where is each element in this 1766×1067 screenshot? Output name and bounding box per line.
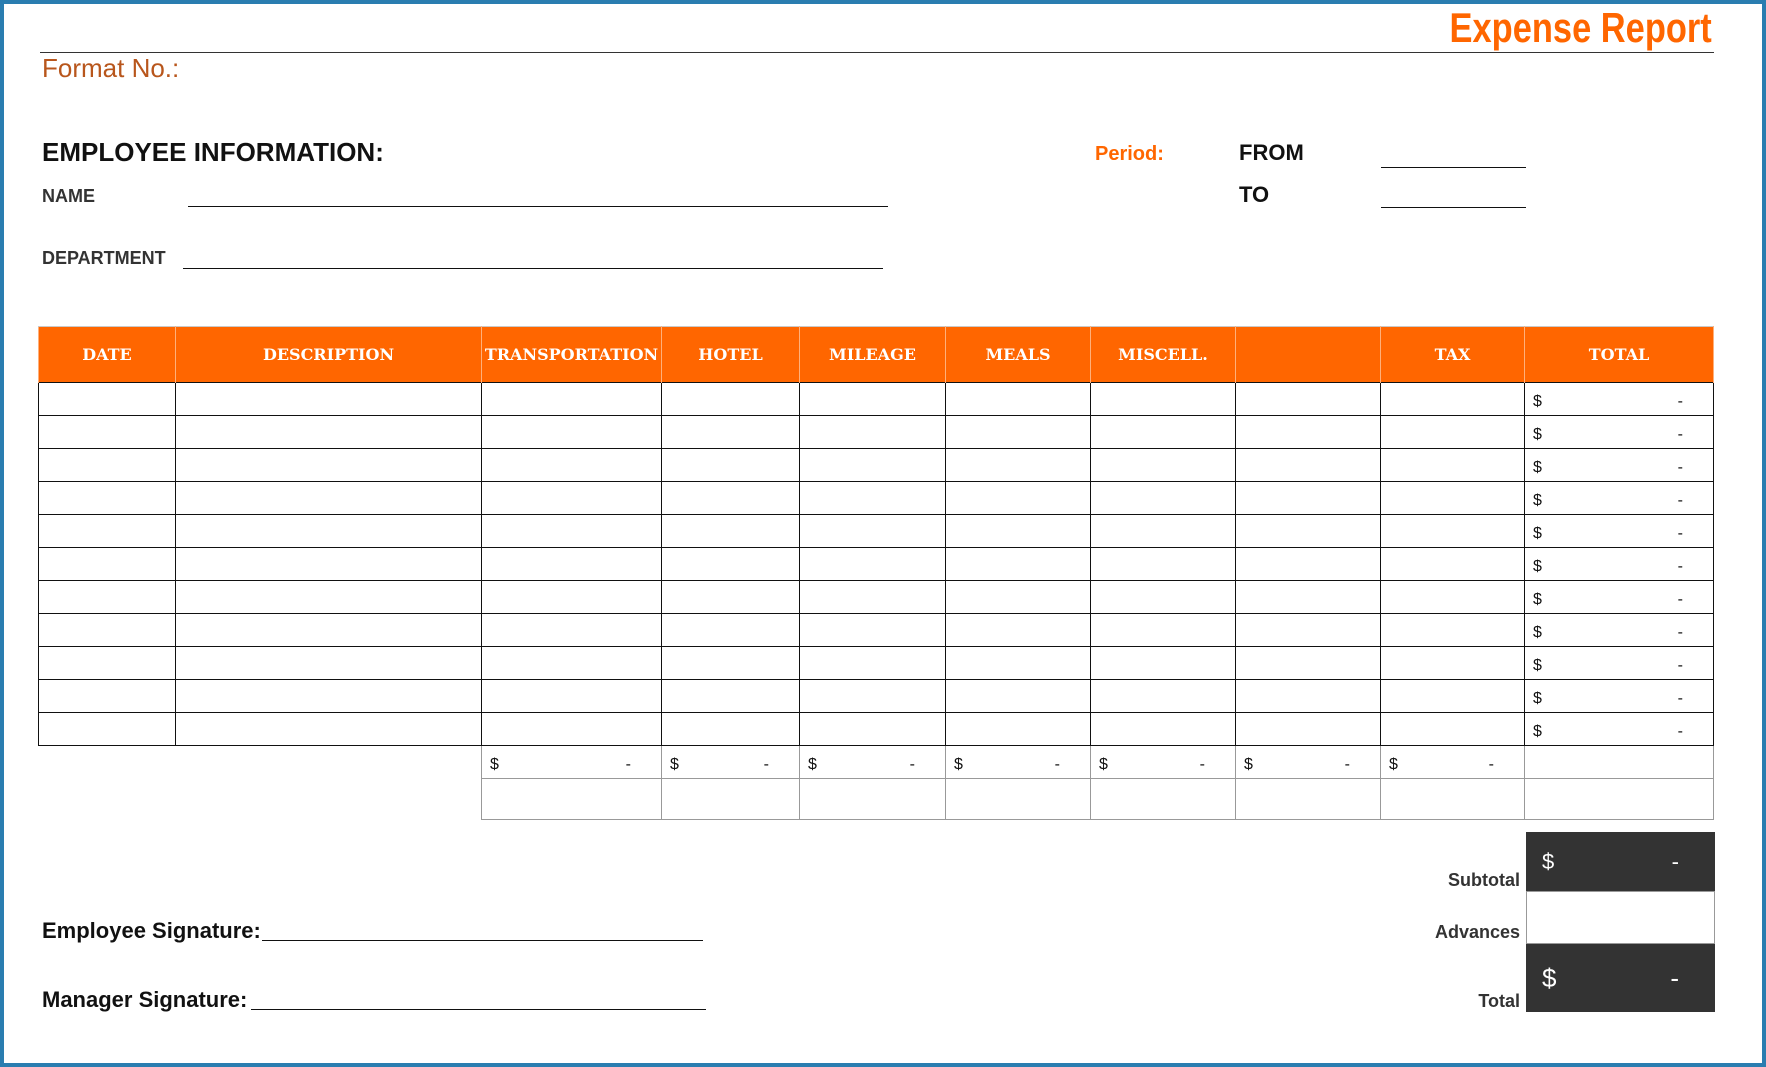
table-cell[interactable] <box>662 713 800 746</box>
table-cell[interactable] <box>482 383 662 416</box>
table-cell[interactable] <box>800 680 946 713</box>
table-cell[interactable] <box>482 449 662 482</box>
subtotal-box <box>1526 832 1715 891</box>
table-cell[interactable] <box>800 449 946 482</box>
table-cell[interactable] <box>176 581 482 614</box>
spacer-cell <box>176 779 482 820</box>
table-cell[interactable] <box>1381 449 1525 482</box>
row-total-cell <box>1525 449 1714 482</box>
totals-extra-cell[interactable] <box>662 779 800 820</box>
column-total-amount <box>1236 750 1380 774</box>
table-cell[interactable] <box>176 680 482 713</box>
row-total-cell <box>1525 515 1714 548</box>
total-symbol: $ <box>1542 962 1557 993</box>
column-total-symbol: $ <box>808 756 817 773</box>
row-total-symbol: $ <box>1533 657 1542 674</box>
column-total-amount <box>946 750 1090 774</box>
table-cell[interactable] <box>39 482 176 515</box>
period-label: Period: <box>1095 143 1164 165</box>
table-cell[interactable] <box>1381 416 1525 449</box>
row-total-value: - <box>1677 525 1683 542</box>
row-total-value: - <box>1677 492 1683 509</box>
header-blank <box>1236 327 1381 383</box>
table-row <box>39 581 1714 614</box>
row-total-value: - <box>1677 393 1683 410</box>
table-cell[interactable] <box>946 548 1091 581</box>
table-cell[interactable] <box>800 416 946 449</box>
table-cell[interactable] <box>946 515 1091 548</box>
table-cell[interactable] <box>946 482 1091 515</box>
advances-box[interactable] <box>1526 891 1715 944</box>
table-row <box>39 449 1714 482</box>
table-cell[interactable] <box>39 680 176 713</box>
table-cell[interactable] <box>176 383 482 416</box>
table-cell[interactable] <box>1381 581 1525 614</box>
row-total-value: - <box>1677 591 1683 608</box>
department-label: DEPARTMENT <box>42 248 166 268</box>
table-cell[interactable] <box>946 614 1091 647</box>
table-cell[interactable] <box>662 680 800 713</box>
table-cell[interactable] <box>482 548 662 581</box>
row-total-value: - <box>1677 690 1683 707</box>
row-total-amount <box>1525 552 1713 576</box>
table-cell[interactable] <box>176 449 482 482</box>
spacer-cell <box>39 779 176 820</box>
table-cell[interactable] <box>1236 647 1381 680</box>
column-total-cell <box>1091 746 1236 779</box>
row-total-value: - <box>1677 426 1683 443</box>
row-total-symbol: $ <box>1533 492 1542 509</box>
row-total-symbol: $ <box>1533 426 1542 443</box>
row-total-amount <box>1525 684 1713 708</box>
table-cell[interactable] <box>176 515 482 548</box>
spacer-cell <box>176 746 482 779</box>
header-miscell: MISCELL. <box>1091 327 1236 383</box>
totals-extra-cell[interactable] <box>1381 779 1525 820</box>
column-totals-row <box>39 746 1714 779</box>
table-cell[interactable] <box>1236 416 1381 449</box>
table-cell[interactable] <box>800 383 946 416</box>
column-total-cell <box>1236 746 1381 779</box>
table-row <box>39 548 1714 581</box>
row-total-symbol: $ <box>1533 525 1542 542</box>
header-mileage: MILEAGE <box>800 327 946 383</box>
row-total-cell <box>1525 680 1714 713</box>
table-cell[interactable] <box>662 581 800 614</box>
row-total-amount <box>1525 387 1713 411</box>
table-cell[interactable] <box>800 548 946 581</box>
table-cell[interactable] <box>1381 383 1525 416</box>
row-total-symbol: $ <box>1533 558 1542 575</box>
table-cell[interactable] <box>662 416 800 449</box>
total-label: Total <box>1478 991 1520 1011</box>
table-cell[interactable] <box>800 515 946 548</box>
subtotal-symbol: $ <box>1542 848 1555 874</box>
row-total-amount <box>1525 585 1713 609</box>
table-cell[interactable] <box>39 581 176 614</box>
table-cell[interactable] <box>482 713 662 746</box>
table-cell[interactable] <box>1236 515 1381 548</box>
table-cell[interactable] <box>662 449 800 482</box>
column-total-amount <box>482 750 661 774</box>
column-total-symbol: $ <box>1244 756 1253 773</box>
totals-extra-row <box>39 779 1714 820</box>
table-cell[interactable] <box>946 680 1091 713</box>
table-cell[interactable] <box>39 449 176 482</box>
row-total-symbol: $ <box>1533 723 1542 740</box>
column-total-symbol: $ <box>954 756 963 773</box>
table-cell[interactable] <box>800 482 946 515</box>
table-cell[interactable] <box>482 614 662 647</box>
table-cell[interactable] <box>800 647 946 680</box>
table-cell[interactable] <box>946 383 1091 416</box>
column-total-amount <box>1381 750 1524 774</box>
row-total-amount <box>1525 651 1713 675</box>
name-label: NAME <box>42 186 95 206</box>
row-total-cell <box>1525 581 1714 614</box>
column-total-value: - <box>763 756 769 773</box>
row-total-value: - <box>1677 657 1683 674</box>
table-cell[interactable] <box>39 713 176 746</box>
table-cell[interactable] <box>1091 515 1236 548</box>
totals-extra-cell[interactable] <box>482 779 662 820</box>
row-total-symbol: $ <box>1533 393 1542 410</box>
to-field[interactable] <box>1381 207 1526 208</box>
table-cell[interactable] <box>1381 482 1525 515</box>
table-row <box>39 647 1714 680</box>
column-total-value: - <box>1344 756 1350 773</box>
table-cell[interactable] <box>662 482 800 515</box>
table-cell[interactable] <box>39 416 176 449</box>
table-cell[interactable] <box>1091 548 1236 581</box>
header-transportation: TRANSPORTATION <box>482 327 662 383</box>
table-cell[interactable] <box>39 383 176 416</box>
table-cell[interactable] <box>1091 614 1236 647</box>
total-box <box>1526 944 1715 1012</box>
from-field[interactable] <box>1381 167 1526 168</box>
header-date: DATE <box>39 327 176 383</box>
row-total-cell <box>1525 383 1714 416</box>
table-cell[interactable] <box>946 647 1091 680</box>
total-value: - <box>1670 962 1679 993</box>
employee-info-heading: EMPLOYEE INFORMATION: <box>42 137 384 167</box>
row-total-value: - <box>1677 459 1683 476</box>
row-total-cell <box>1525 482 1714 515</box>
table-cell[interactable] <box>662 647 800 680</box>
row-total-symbol: $ <box>1533 591 1542 608</box>
table-cell[interactable] <box>662 515 800 548</box>
table-row <box>39 482 1714 515</box>
row-total-amount <box>1525 420 1713 444</box>
manager-signature-field[interactable] <box>251 1009 706 1010</box>
table-cell[interactable] <box>176 713 482 746</box>
row-total-value: - <box>1677 558 1683 575</box>
employee-signature-label: Employee Signature: <box>42 918 261 943</box>
table-cell[interactable] <box>1091 383 1236 416</box>
totals-extra-cell[interactable] <box>1091 779 1236 820</box>
header-description: DESCRIPTION <box>176 327 482 383</box>
table-cell[interactable] <box>1091 680 1236 713</box>
table-cell[interactable] <box>1091 581 1236 614</box>
table-cell[interactable] <box>1381 515 1525 548</box>
table-cell[interactable] <box>482 416 662 449</box>
totals-extra-cell[interactable] <box>946 779 1091 820</box>
subtotal-value: - <box>1671 848 1679 874</box>
table-cell[interactable] <box>39 548 176 581</box>
column-total-value: - <box>909 756 915 773</box>
table-cell[interactable] <box>1236 614 1381 647</box>
row-total-symbol: $ <box>1533 624 1542 641</box>
table-cell[interactable] <box>176 416 482 449</box>
table-cell[interactable] <box>39 515 176 548</box>
report-title: Expense Report <box>1449 4 1712 51</box>
table-cell[interactable] <box>662 548 800 581</box>
column-total-symbol: $ <box>490 756 499 773</box>
from-label: FROM <box>1239 140 1304 165</box>
row-total-symbol: $ <box>1533 459 1542 476</box>
table-cell[interactable] <box>1381 680 1525 713</box>
table-cell[interactable] <box>1381 713 1525 746</box>
row-total-cell <box>1525 416 1714 449</box>
row-total-amount <box>1525 486 1713 510</box>
row-total-amount <box>1525 618 1713 642</box>
column-total-cell <box>946 746 1091 779</box>
table-cell[interactable] <box>946 449 1091 482</box>
table-cell[interactable] <box>1091 416 1236 449</box>
column-total-value: - <box>1054 756 1060 773</box>
table-cell[interactable] <box>1236 581 1381 614</box>
format-no-label: Format No.: <box>42 53 180 83</box>
row-total-amount <box>1525 717 1713 741</box>
table-cell[interactable] <box>176 647 482 680</box>
table-row <box>39 515 1714 548</box>
table-cell[interactable] <box>1091 713 1236 746</box>
column-total-symbol: $ <box>1099 756 1108 773</box>
totals-extra-cell[interactable] <box>1525 779 1714 820</box>
table-cell[interactable] <box>39 614 176 647</box>
table-cell[interactable] <box>1236 383 1381 416</box>
table-row <box>39 416 1714 449</box>
row-total-value: - <box>1677 723 1683 740</box>
table-cell[interactable] <box>482 647 662 680</box>
title-rule <box>40 52 1714 53</box>
table-cell[interactable] <box>946 581 1091 614</box>
table-header-row <box>39 327 1714 383</box>
table-cell[interactable] <box>482 680 662 713</box>
column-total-amount <box>662 750 799 774</box>
table-cell[interactable] <box>1236 713 1381 746</box>
table-row <box>39 680 1714 713</box>
table-cell[interactable] <box>482 581 662 614</box>
column-total-cell <box>1381 746 1525 779</box>
row-total-cell <box>1525 647 1714 680</box>
table-row <box>39 713 1714 746</box>
row-total-cell <box>1525 713 1714 746</box>
department-field[interactable] <box>183 268 883 269</box>
table-cell[interactable] <box>662 614 800 647</box>
table-cell[interactable] <box>176 482 482 515</box>
table-cell[interactable] <box>176 548 482 581</box>
table-row <box>39 614 1714 647</box>
row-total-amount <box>1525 519 1713 543</box>
table-cell[interactable] <box>176 614 482 647</box>
column-total-cell <box>800 746 946 779</box>
table-cell[interactable] <box>1091 482 1236 515</box>
header-tax: TAX <box>1381 327 1525 383</box>
table-cell[interactable] <box>1381 548 1525 581</box>
table-cell[interactable] <box>1381 647 1525 680</box>
column-total-symbol: $ <box>1389 756 1398 773</box>
column-total-amount <box>800 750 945 774</box>
row-total-value: - <box>1677 624 1683 641</box>
table-cell[interactable] <box>800 713 946 746</box>
header-total: TOTAL <box>1525 327 1714 383</box>
table-row <box>39 383 1714 416</box>
table-cell[interactable] <box>1091 449 1236 482</box>
table-cell[interactable] <box>800 614 946 647</box>
table-cell[interactable] <box>1236 548 1381 581</box>
table-cell[interactable] <box>1236 449 1381 482</box>
totals-extra-cell[interactable] <box>1236 779 1381 820</box>
table-cell[interactable] <box>946 713 1091 746</box>
spacer-cell <box>39 746 176 779</box>
manager-signature-label: Manager Signature: <box>42 987 248 1012</box>
column-total-amount <box>1091 750 1235 774</box>
row-total-symbol: $ <box>1533 690 1542 707</box>
table-cell[interactable] <box>482 482 662 515</box>
table-cell[interactable] <box>662 383 800 416</box>
column-total-value: - <box>625 756 631 773</box>
table-cell[interactable] <box>39 647 176 680</box>
employee-signature-field[interactable] <box>262 940 703 941</box>
totals-extra-cell[interactable] <box>800 779 946 820</box>
header-hotel: HOTEL <box>662 327 800 383</box>
row-total-amount <box>1525 453 1713 477</box>
table-cell[interactable] <box>1091 647 1236 680</box>
to-label: TO <box>1239 182 1270 207</box>
header-meals: MEALS <box>946 327 1091 383</box>
row-total-cell <box>1525 614 1714 647</box>
subtotal-label: Subtotal <box>1448 870 1520 890</box>
table-cell[interactable] <box>1236 680 1381 713</box>
table-cell[interactable] <box>482 515 662 548</box>
column-total-value: - <box>1488 756 1494 773</box>
advances-label: Advances <box>1434 922 1520 942</box>
table-cell[interactable] <box>1236 482 1381 515</box>
row-total-cell <box>1525 548 1714 581</box>
column-total-cell <box>662 746 800 779</box>
column-total-cell <box>482 746 662 779</box>
expense-table <box>38 326 1714 820</box>
column-total-symbol: $ <box>670 756 679 773</box>
table-cell[interactable] <box>1381 614 1525 647</box>
table-cell[interactable] <box>800 581 946 614</box>
name-field[interactable] <box>188 206 888 207</box>
totals-empty-cell <box>1525 746 1714 779</box>
table-cell[interactable] <box>946 416 1091 449</box>
column-total-value: - <box>1199 756 1205 773</box>
